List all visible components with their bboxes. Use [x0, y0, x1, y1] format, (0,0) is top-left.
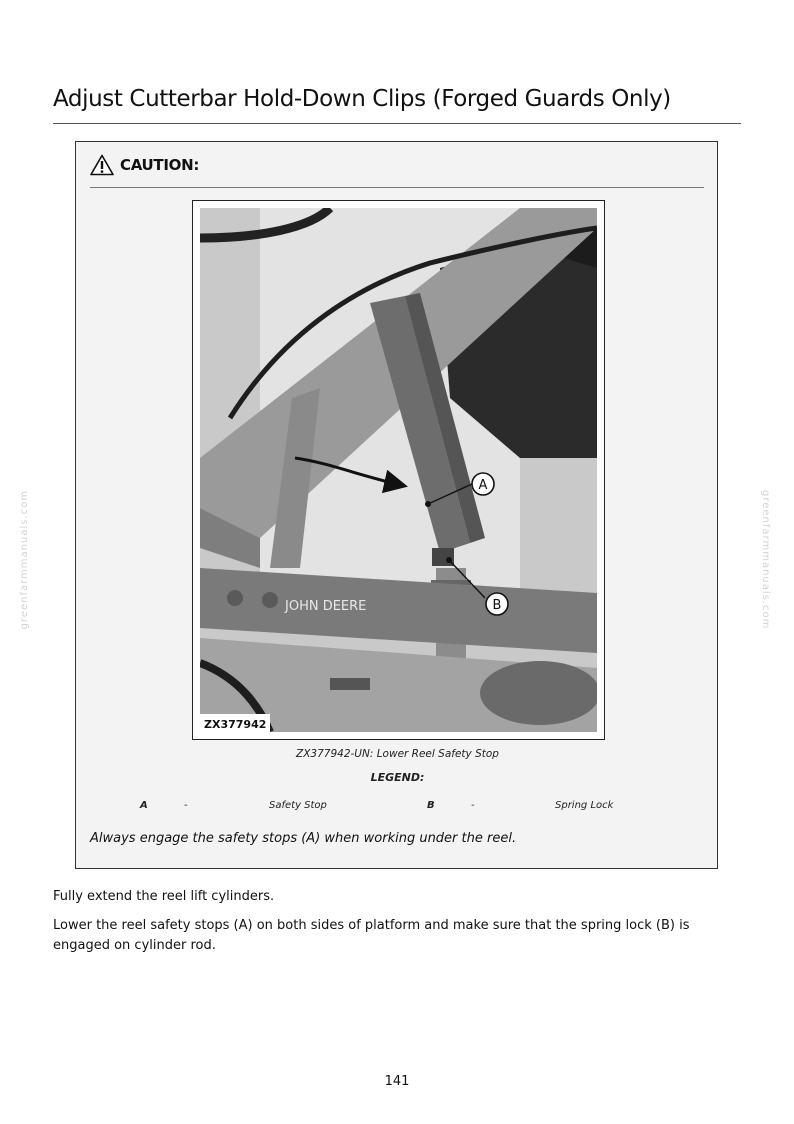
legend-desc-a: Safety Stop	[269, 800, 327, 811]
caution-header	[90, 154, 199, 176]
legend-key-a: A	[140, 800, 148, 811]
legend-title: LEGEND:	[370, 771, 425, 784]
brand-text: JOHN DEERE	[285, 599, 367, 614]
legend-dash-a: -	[184, 800, 188, 811]
figure-frame	[192, 200, 605, 740]
page-number: 141	[384, 1074, 410, 1089]
watermark-right: greenfarmmanuals.com	[760, 490, 771, 630]
caution-box	[75, 141, 718, 869]
warning-triangle-icon	[90, 154, 114, 176]
figure-caption: ZX377942-UN: Lower Reel Safety Stop	[296, 748, 499, 760]
legend-desc-b: Spring Lock	[555, 800, 614, 811]
legend-key-b: B	[427, 800, 435, 811]
body-paragraph: Lower the reel safety stops (A) on both sides of platform and make sure that the spring lock (B) is engaged on cylinder rod.	[53, 918, 690, 953]
caution-divider	[90, 187, 704, 188]
reel-safety-stop-photo	[200, 208, 597, 732]
page-title: Adjust Cutterbar Hold-Down Clips (Forged Guards Only)	[53, 86, 671, 112]
caution-label: CAUTION:	[120, 156, 200, 174]
figure-id-label: ZX377942	[204, 718, 267, 731]
watermark-left: greenfarmmanuals.com	[19, 490, 30, 630]
title-divider	[53, 123, 741, 124]
legend-dash-b: -	[471, 800, 475, 811]
callout-b-label: B	[492, 598, 502, 613]
caution-instruction: Always engage the safety stops (A) when working under the reel.	[90, 831, 517, 846]
callout-a-label: A	[478, 478, 488, 493]
body-paragraph: Fully extend the reel lift cylinders.	[53, 889, 275, 904]
